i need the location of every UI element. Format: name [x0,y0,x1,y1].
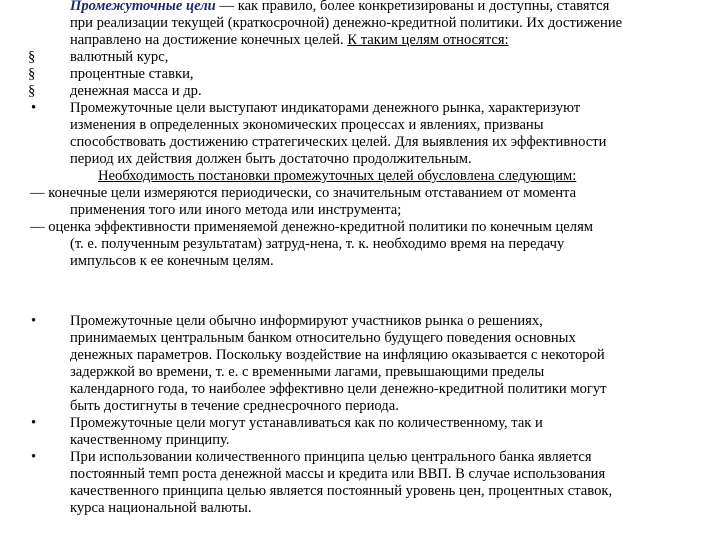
bullet-icon: • [31,415,37,431]
bullet1-line: изменения в определенных экономических процессах и явлениях, призваны [70,117,544,133]
dash-icon: — [30,185,45,201]
list-item-money-supply: денежная масса и др. [70,83,202,99]
intro-line-3 [70,32,509,49]
intro-line-2: при реализации текущей (краткосрочной) денежно-кредитной политики. Их достижение [70,15,623,31]
bullet4-line: постоянный темп роста денежной массы и кредита или ВВП. В случае использования [70,466,606,482]
dash-item-1: — конечные цели измеряются периодически, со значительным отставанием от момента [30,185,577,201]
bullet4-line: курса национальной валюты. [70,500,252,516]
list-item-currency-rate: валютный курс, [70,49,169,65]
intro-line-1 [70,0,609,15]
intro-line-3-plain: направлено на достижение конечных целей. [70,32,348,48]
list-item-interest-rates: процентные ставки, [70,66,194,82]
square-bullet-icon: § [28,66,36,82]
bullet3-line: качественному принципу. [70,432,230,448]
bullet4-line: качественного принципа целью является постоянный уровень цен, процентных ставок, [70,483,613,499]
bullet2-line: Промежуточные цели обычно информируют участников рынка о решениях, [70,313,543,329]
square-bullet-icon: § [28,49,36,65]
bullet-icon: • [31,313,37,329]
dash-icon: — [30,219,45,235]
dash-item-2-cont: импульсов к ее конечным целям. [70,253,274,269]
bullet2-line: быть достигнуты в течение среднесрочного периода. [70,398,399,414]
bullet1-line: период их действия должен быть достаточно продолжительным. [70,151,472,167]
necessity-heading: Необходимость постановки промежуточных целей обусловлена следующим: [98,168,577,184]
bullet-icon: • [31,449,37,465]
bullet2-line: денежных параметров. Поскольку воздействие на инфляцию оказывается с некоторой [70,347,605,363]
dash-item-1-cont: применения того или иного метода или инструмента; [70,202,402,218]
intermediate-goals-term: Промежуточные цели [70,0,216,14]
bullet1-line: способствовать достижению стратегических целей. Для выявления их эффективности [70,134,607,150]
intro-line-1-rest: — как правило, более конкретизированы и доступны, ставятся [215,0,610,14]
dash-item-2-cont: (т. е. полученным результатам) затруд-нена, т. к. необходимо время на передачу [70,236,565,252]
bullet2-line: календарного года, то наиболее эффективно цели денежно-кредитной политики могут [70,381,607,397]
bullet1-line: Промежуточные цели выступают индикаторами денежного рынка, характеризуют [70,100,581,116]
bullet2-line: задержкой во времени, т. е. с временными лагами, превышающими пределы [70,364,545,380]
bullet3-line: Промежуточные цели могут устанавливаться как по количественному, так и [70,415,543,431]
square-bullet-icon: § [28,83,36,99]
bullet4-line: При использовании количественного принципа целью центрального банка является [70,449,592,465]
bullet-icon: • [31,100,37,116]
intro-line-3-underlined: К таким целям относятся: [347,32,509,48]
bullet2-line: принимаемых центральным банком относительно будущего поведения основных [70,330,576,346]
dash-item-2: — оценка эффективности применяемой денежно-кредитной политики по конечным целям [30,219,594,235]
